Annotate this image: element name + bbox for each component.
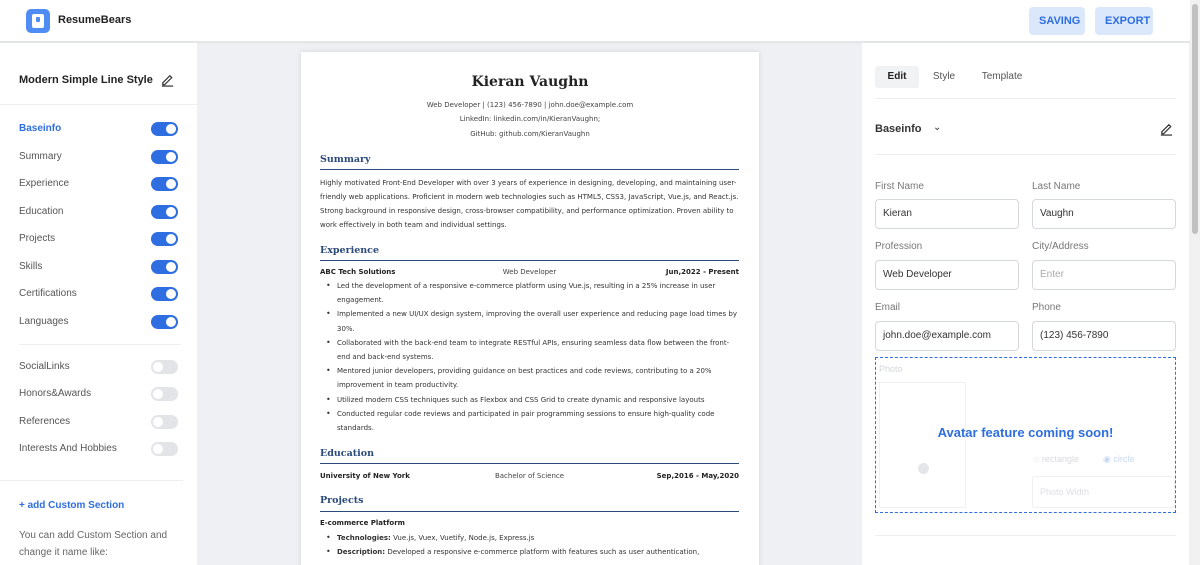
- phone-label: Phone: [1032, 302, 1061, 313]
- section-title[interactable]: Baseinfo: [875, 123, 922, 135]
- photo-upload-frame: [879, 382, 966, 508]
- section-label: Interests And Hobbies: [19, 443, 117, 454]
- section-toggle[interactable]: [151, 122, 178, 136]
- avatar-coming-soon-message: Avatar feature coming soon!: [937, 425, 1114, 440]
- section-toggle[interactable]: [151, 177, 178, 191]
- section-toggle[interactable]: [151, 287, 178, 301]
- section-label: References: [19, 416, 71, 427]
- avatar-section: [875, 357, 1176, 513]
- experience-bullet: • Mentored junior developers, providing guidance on best practices and code reviews, contributing to a 20% improvement in team productivity.: [320, 364, 740, 392]
- experience-bullet: • Collaborated with the back-end team to integrate RESTful APIs, ensuring seamless data flow between the front-end and back-end systems.: [320, 336, 740, 364]
- section-label: Summary: [19, 151, 62, 162]
- profession-field[interactable]: Web Developer: [875, 260, 1019, 290]
- resume-education-heading: Education: [320, 448, 374, 459]
- section-item-summary[interactable]: [19, 150, 181, 164]
- project-bullet: [320, 531, 740, 545]
- resume-summary-heading: Summary: [320, 154, 371, 165]
- experience-company: ABC Tech Solutions: [320, 268, 396, 276]
- first-name-field[interactable]: Kieran: [875, 199, 1019, 229]
- education-degree: Bachelor of Science: [494, 472, 565, 480]
- section-item-references[interactable]: [19, 415, 181, 429]
- bullet-label: Description:: [337, 548, 386, 557]
- section-toggle[interactable]: [151, 442, 178, 456]
- plus-icon: [918, 463, 929, 474]
- resume-experience-heading: Experience: [320, 245, 379, 256]
- heading-rule: [320, 260, 739, 261]
- section-label: SocialLinks: [19, 361, 70, 372]
- education-school: University of New York: [320, 472, 410, 480]
- first-name-label: First Name: [875, 181, 924, 192]
- bullet-label: Technologies:: [337, 534, 391, 542]
- divider: [875, 98, 1176, 99]
- tab-style[interactable]: Style: [932, 71, 956, 82]
- section-label: Education: [19, 206, 64, 217]
- section-toggle[interactable]: [151, 232, 178, 246]
- scrollbar-thumb[interactable]: [1192, 4, 1198, 234]
- resume-preview: [301, 52, 759, 565]
- divider: [0, 104, 197, 105]
- template-title: Modern Simple Line Style: [19, 74, 153, 86]
- edit-icon[interactable]: [1159, 121, 1174, 136]
- heading-rule: [320, 463, 739, 464]
- photo-label: Photo: [879, 364, 903, 374]
- resume-projects-heading: Projects: [320, 495, 364, 506]
- section-toggle[interactable]: [151, 205, 178, 219]
- export-button[interactable]: EXPORT: [1095, 7, 1153, 35]
- section-item-languages[interactable]: [19, 315, 181, 329]
- shape-option-rectangle: ○ rectangle: [1034, 454, 1079, 464]
- experience-bullets: [320, 279, 740, 435]
- section-label: Experience: [19, 178, 70, 189]
- experience-bullet: • Led the development of a responsive e-commerce platform using Vue.js, resulting in a 25% increase in user engagement.: [320, 279, 740, 307]
- tab-edit[interactable]: Edit: [875, 66, 919, 88]
- divider: [875, 154, 1176, 155]
- page-scrollbar[interactable]: [1190, 0, 1200, 565]
- experience-bullet: • Utilized modern CSS techniques such as Flexbox and CSS Grid to create dynamic and responsive layouts: [320, 393, 740, 407]
- section-toggle[interactable]: [151, 315, 178, 329]
- last-name-field[interactable]: Vaughn: [1032, 199, 1176, 229]
- profession-label: Profession: [875, 241, 923, 252]
- photo-width-field: Photo Width: [1032, 476, 1175, 508]
- section-item-projects[interactable]: [19, 232, 181, 246]
- section-toggle[interactable]: [151, 260, 178, 274]
- add-custom-section-link[interactable]: + add Custom Section: [19, 500, 125, 511]
- divider: [19, 344, 181, 345]
- experience-role: Web Developer: [502, 268, 557, 276]
- experience-entry-header: [320, 268, 739, 278]
- section-label: Languages: [19, 316, 69, 327]
- top-bar: [0, 0, 1200, 42]
- section-item-baseinfo[interactable]: [19, 122, 181, 136]
- shape-option-label: rectangle: [1041, 454, 1079, 464]
- section-item-experience[interactable]: [19, 177, 181, 191]
- section-toggle[interactable]: [151, 150, 178, 164]
- section-item-education[interactable]: [19, 205, 181, 219]
- phone-field[interactable]: (123) 456-7890: [1032, 321, 1176, 351]
- resume-linkedin-line: LinkedIn: linkedin.com/in/KieranVaughn;: [459, 115, 601, 123]
- tab-template[interactable]: Template: [981, 71, 1023, 82]
- experience-dates: Jun,2022 - Present: [665, 268, 739, 276]
- section-item-interests-hobbies[interactable]: [19, 442, 181, 456]
- edit-icon[interactable]: [160, 72, 175, 87]
- experience-bullet: • Implemented a new UI/UX design system, improving the overall user experience and reducing page load times by 30%.: [320, 307, 740, 335]
- heading-rule: [320, 511, 739, 512]
- section-toggle[interactable]: [151, 360, 178, 374]
- city-field[interactable]: Enter: [1032, 260, 1176, 290]
- resume-name: Kieran Vaughn: [471, 74, 589, 90]
- email-field[interactable]: john.doe@example.com: [875, 321, 1019, 351]
- sections-sidebar: [0, 43, 197, 565]
- education-entry-header: [320, 472, 739, 482]
- experience-bullet: • Conducted regular code reviews and participated in pair programming sessions to ensure high-quality code standards.: [320, 407, 740, 435]
- last-name-label: Last Name: [1032, 181, 1081, 192]
- resume-summary-text: Highly motivated Front-End Developer with over 3 years of experience in designing, developing, and maintaining user-friendly web applications. Proficient in modern web technologies such as HTML5, CSS3, JavaScript, Vue.js, and React.js. Strong background in responsive design, cross-browser compatibility, and performance optimization. Proven ability to work effectively in both team and individual settings.: [320, 179, 739, 229]
- shape-option-label: circle: [1113, 454, 1135, 464]
- brand-name[interactable]: ResumeBears: [58, 14, 132, 26]
- section-item-honors-awards[interactable]: [19, 387, 181, 401]
- chevron-down-icon[interactable]: ⌄: [933, 122, 942, 133]
- resume-contact-line: Web Developer | (123) 456-7890 | john.doe@example.com: [426, 101, 634, 109]
- logo-icon[interactable]: [26, 9, 50, 33]
- project-entry-header: [320, 519, 739, 529]
- project-bullet: [320, 545, 740, 559]
- email-label: Email: [875, 302, 901, 313]
- section-item-certifications[interactable]: [19, 287, 181, 301]
- education-dates: Sep,2016 - May,2020: [656, 472, 739, 480]
- section-item-skills[interactable]: [19, 260, 181, 274]
- section-label: Baseinfo: [19, 123, 62, 134]
- editor-panel: [862, 43, 1189, 565]
- shape-option-circle: ◉ circle: [1103, 454, 1135, 464]
- project-name: E-commerce Platform: [320, 519, 405, 527]
- divider: [0, 480, 183, 481]
- saving-button[interactable]: SAVING: [1029, 7, 1085, 35]
- section-item-sociallinks[interactable]: [19, 360, 181, 374]
- heading-rule: [320, 169, 739, 170]
- section-toggle[interactable]: [151, 415, 178, 429]
- city-label: City/Address: [1032, 241, 1089, 252]
- bullet-text: Developed a responsive e-commerce platform with features such as user authentication,: [387, 548, 700, 557]
- section-label: Projects: [19, 233, 56, 244]
- section-label: Honors&Awards: [19, 388, 92, 399]
- divider: [875, 535, 1176, 536]
- bullet-text: Vue.js, Vuex, Vuetify, Node.js, Express.js: [393, 534, 535, 542]
- section-label: Certifications: [19, 288, 77, 299]
- custom-section-hint: You can add Custom Section and change it name like:: [19, 530, 168, 558]
- section-label: Skills: [19, 261, 43, 272]
- resume-github-line: GitHub: github.com/KieranVaughn: [470, 130, 590, 138]
- project-bullets: [320, 531, 740, 559]
- section-toggle[interactable]: [151, 387, 178, 401]
